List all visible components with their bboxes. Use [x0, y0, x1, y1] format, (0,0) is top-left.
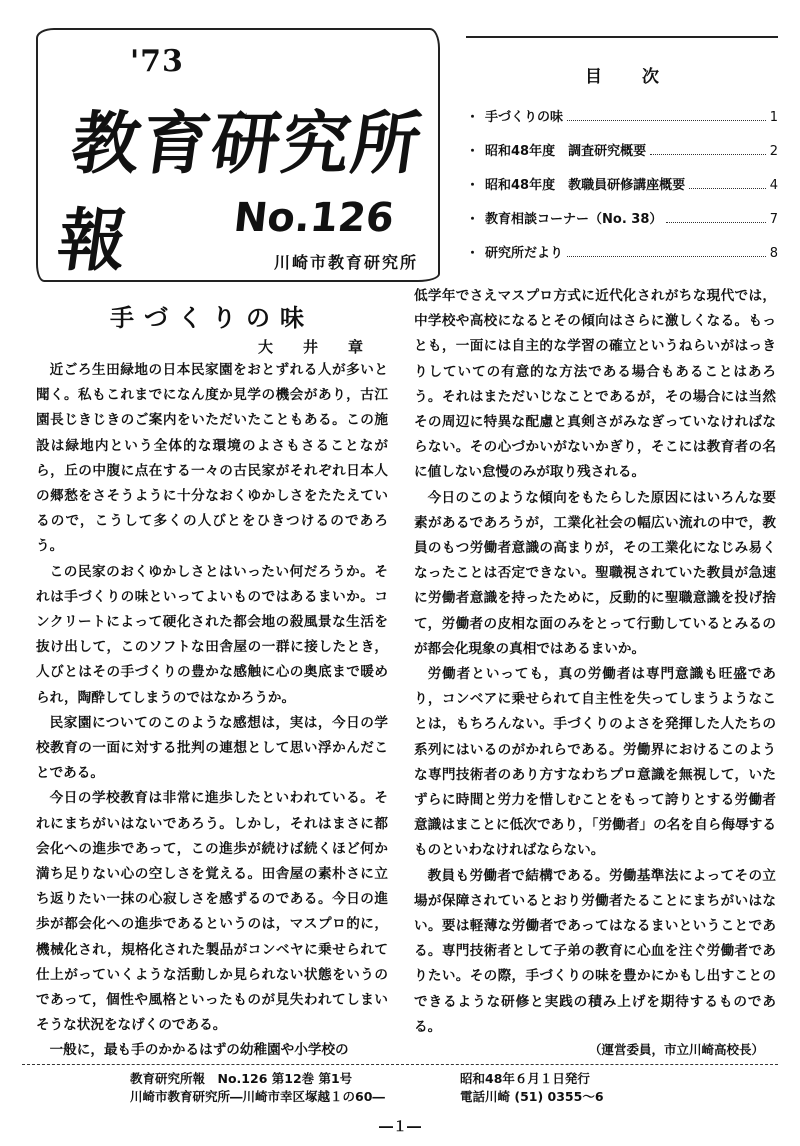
footer-date: 昭和48年６月１日発行 — [460, 1071, 590, 1086]
toc-title: 目次 — [585, 67, 699, 87]
footer-phone: 電話川崎 (51) 0355～6 — [460, 1089, 604, 1104]
footer-row — [130, 1070, 730, 1088]
toc-list — [466, 101, 778, 271]
article-paragraph: 近ごろ生田緑地の日本民家園をおとずれる人が多いと聞く。私もこれまでになん度か見学の機会があり，古江園長じきじきのご案内をいただいたこともある。この施設は緑地内という全体的な環境のよさもさることながら，丘の中腹に点在する一々の古民家がそれぞれ日本人の郷愁をさそうように十分なおくゆかしさをたたえているので，こうして多くの人びとをひきつけるのであろう。 — [36, 362, 388, 555]
article-author: 大井章 — [258, 338, 394, 356]
toc-item-page: 1 — [769, 110, 778, 125]
author-affiliation: （運営委員，市立川崎高校長） — [588, 1042, 764, 1057]
article-paragraph: 一般に，最も手のかかるはずの幼稚園や小学校の — [49, 1042, 349, 1059]
toc-item — [466, 135, 778, 169]
article-title: 手づくりの味 — [110, 304, 314, 332]
toc-item-label: 教育相談コーナー（No. 38） — [485, 212, 663, 227]
footer-address: 川崎市教育研究所―川崎市幸区塚越１の60― — [130, 1089, 385, 1104]
toc-item-label: 手づくりの味 — [485, 110, 564, 125]
masthead-year: '73 — [130, 44, 184, 79]
toc-item — [466, 237, 778, 271]
toc-item — [466, 169, 778, 203]
article-paragraph: 教員も労働者で結構である。労働基準法によってその立場が保障されているとおり労働者たることにまちがいはない。要は軽薄な労働者であってはなるまいということである。専門技術者として子弟の教育に心血を注ぐ労働者でありたい。その際，手づくりの味を豊かにかもし出すことのできるような研修と実践の積み上げを期待するものである。 — [414, 867, 776, 1035]
article-paragraph: この民家のおくゆかしさとはいったい何だろうか。それは手づくりの味といってよいものではあるまいか。コンクリートによって硬化された都会地の殺風景な生活を抜け出して，このソフトな田舎屋の一群に接したとき，人びとはその手づくりの豊かな感触に心の奥底まで暖められ，陶酔してしまうのではなかろうか。 — [36, 563, 388, 706]
article-column-right — [414, 284, 776, 1040]
dot-leader — [650, 154, 766, 155]
toc-item-label: 研究所だより — [485, 246, 564, 261]
dot-leader — [666, 222, 765, 223]
article-paragraph: 民家園についてのこのような感想は，実は，今日の学校教育の一面に対する批判の連想として思い浮かんだことである。 — [36, 714, 388, 782]
footer — [130, 1070, 730, 1106]
toc-item-label: 昭和48年度 調査研究概要 — [485, 144, 647, 159]
masthead — [36, 28, 440, 282]
issue-number: No.126 — [231, 195, 397, 241]
bullet-icon: ・ — [466, 246, 480, 261]
toc-item-page: 7 — [769, 212, 778, 227]
toc-item-label: 昭和48年度 教職員研修講座概要 — [485, 178, 686, 193]
dot-leader — [689, 188, 766, 189]
toc-item — [466, 101, 778, 135]
footer-divider — [22, 1064, 778, 1065]
toc-item — [466, 203, 778, 237]
dot-leader — [567, 120, 766, 121]
dot-leader — [567, 256, 766, 257]
article-paragraph: 労働者といっても，真の労働者は専門意識も旺盛であり，コンベアに乗せられて自主性を失ってしまうようなことは，もちろんない。手づくりのよさを発揮した人たちの系列にはいるのがかれらである。労働界におけるこのような専門技術者のあり方すなわちプロ意識を無視して，いたずらに時間と労力を惜しむことをもって誇りとする労働者意識はまことに低次であり，「労働者」の名を自ら侮辱するものといわなければならない。 — [414, 666, 776, 859]
toc-item-page: 8 — [769, 246, 778, 261]
bullet-icon: ・ — [466, 110, 480, 125]
masthead-title: 教育研究所報 — [52, 104, 428, 281]
article-paragraph: 今日の学校教育は非常に進歩したといわれている。それにまちがいはないであろう。しかし，それはまさに都会化への進歩であって，この進歩が続けば続くほど何か満ち足りない心の空しさを覚える。田舎屋の素朴さに立ち返りたい一抹の心寂しさを感ずるのである。今日の進歩が都会化への進歩であるというのは，マスプロ的に，機械化され，規格化された製品がコンベヤに乗せられて仕上がっていくような活動しか見られない状態をいうのであって，個性や風格といったものが見失われてしまいそうな状況をなげくのである。 — [36, 790, 388, 1034]
bullet-icon: ・ — [466, 212, 480, 227]
toc-item-page: 4 — [769, 178, 778, 193]
footer-publication: 教育研究所報 No.126 第12巻 第1号 — [130, 1071, 353, 1086]
page-number: ―１― — [379, 1119, 421, 1135]
footer-row — [130, 1088, 730, 1106]
bullet-icon: ・ — [466, 178, 480, 193]
table-of-contents — [466, 36, 778, 278]
article-column-left — [36, 358, 388, 1064]
bullet-icon: ・ — [466, 144, 480, 159]
toc-item-page: 2 — [769, 144, 778, 159]
article-paragraph: 低学年でさえマスプロ方式に近代化されがちな現代では，中学校や高校になるとその傾向はさらに激しくなる。もっとも，一面には自主的な学習の確立というねらいがはっきりしていての有意的な方法である場合もあることはあろう。それはまただいじなことであるが，その場合には当然その周辺に特異な配慮と真剣さがみなぎっていなければならない。その心づかいがないかぎり，そこには教育者の名に値しない怠慢のみが取り残される。 — [414, 288, 776, 481]
publisher: 川崎市教育研究所 — [273, 253, 418, 272]
article-paragraph: 今日のこのような傾向をもたらした原因にはいろんな要素があるであろうが，工業化社会の幅広い流れの中で，教員のもつ労働者意識の高まりが，その工業化になじみ易くなったことは否定できない。聖職視されていた教員が急速に労働者意識を持ったために，反動的に聖職意識を投げ捨て，労働者の皮相な面のみをとって行動しているとみるのが都会化現象の真相ではあるまいか。 — [414, 489, 776, 657]
